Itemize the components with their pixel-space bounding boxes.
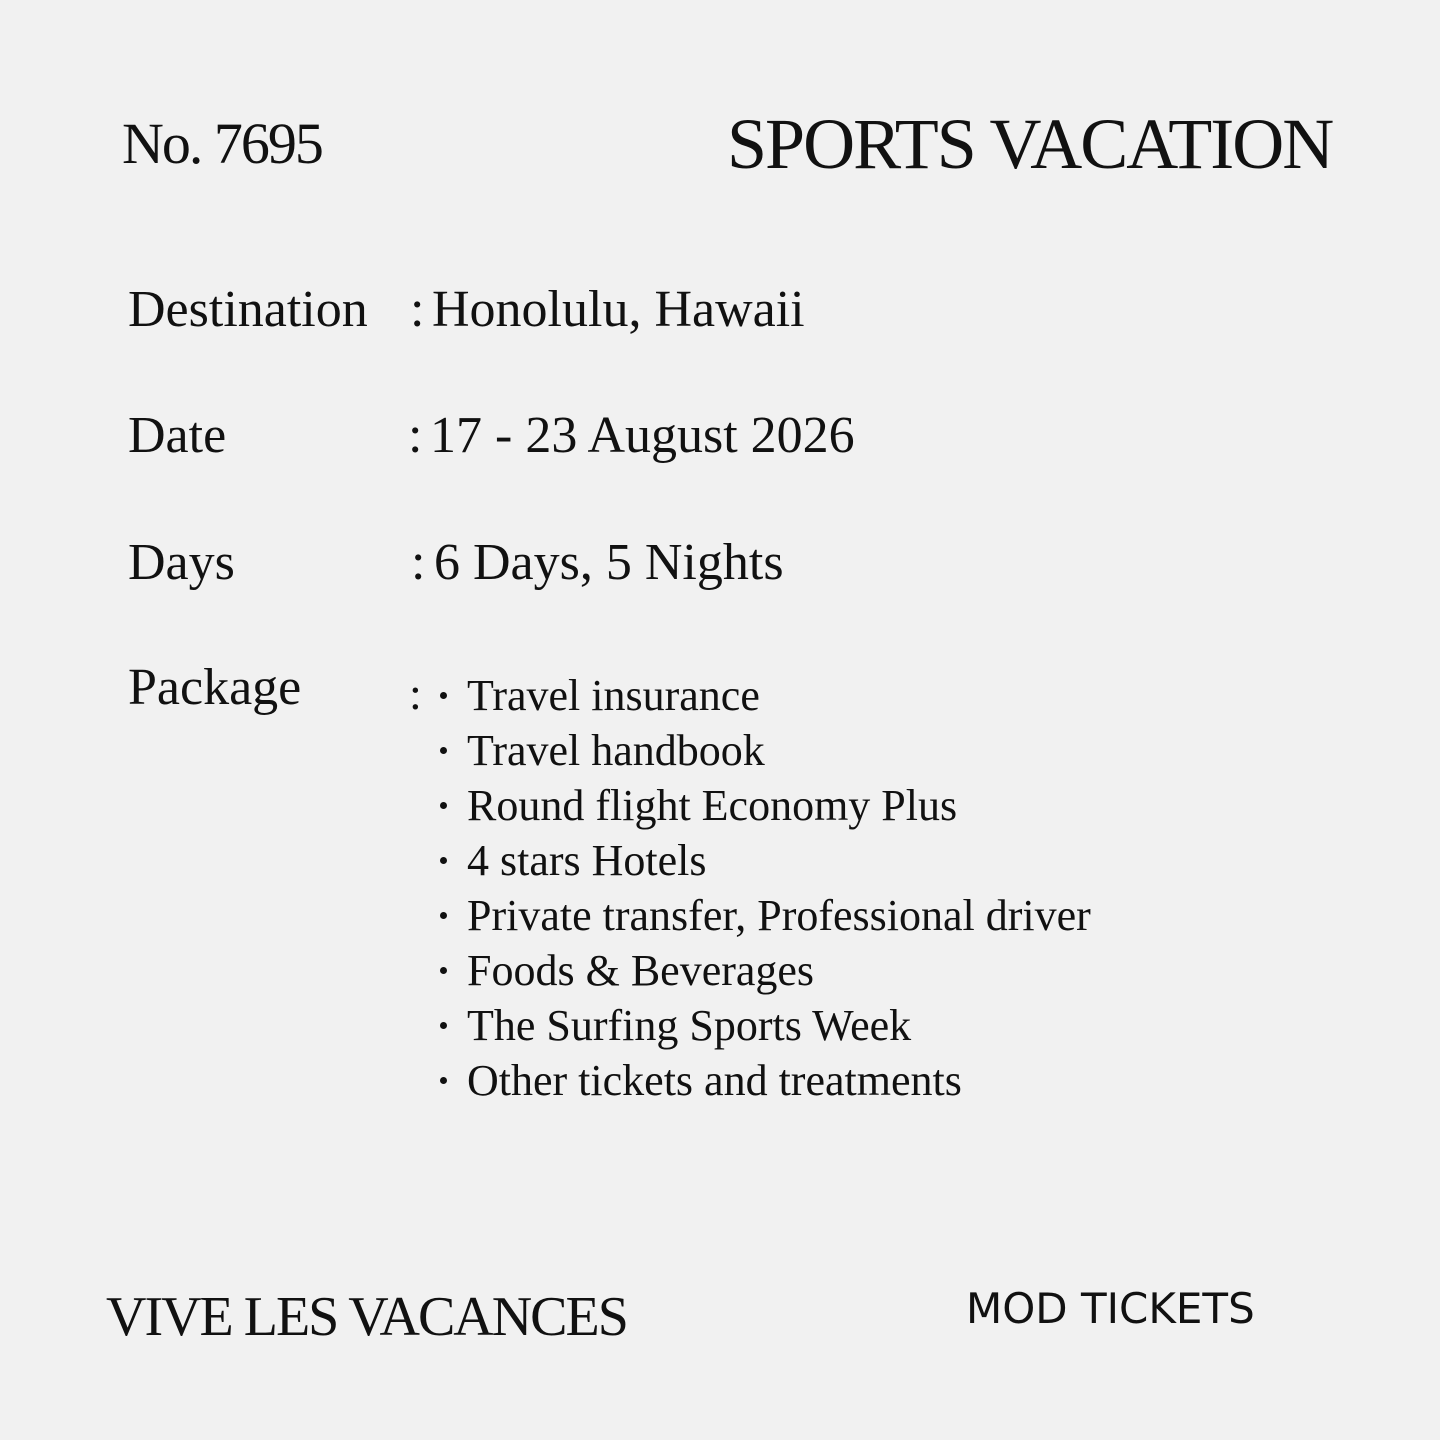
bullet-icon	[440, 1022, 447, 1029]
date-label: Date	[128, 407, 227, 464]
package-item	[440, 998, 1091, 1053]
date-separator: :	[408, 407, 423, 464]
bullet-icon	[440, 857, 447, 864]
ticket-title: SPORTS VACATION	[727, 104, 1333, 184]
days-value: 6 Days, 5 Nights	[434, 534, 784, 591]
destination-value: Honolulu, Hawaii	[432, 281, 805, 338]
package-item-text: The Surfing Sports Week	[467, 1001, 912, 1050]
ticket-number: No. 7695	[122, 111, 322, 176]
package-separator: :	[409, 668, 422, 719]
bullet-icon	[440, 747, 447, 754]
package-item-text: Other tickets and treatments	[467, 1056, 962, 1105]
package-item	[440, 668, 1091, 723]
bullet-icon	[440, 967, 447, 974]
days-label: Days	[128, 534, 235, 591]
date-value: 17 - 23 August 2026	[430, 407, 855, 464]
footer-tagline: VIVE LES VACANCES	[106, 1286, 627, 1348]
package-item	[440, 943, 1091, 998]
bullet-icon	[440, 692, 447, 699]
bullet-icon	[440, 802, 447, 809]
package-item-text: Travel handbook	[467, 726, 765, 775]
package-item	[440, 888, 1091, 943]
package-item-text: 4 stars Hotels	[467, 836, 707, 885]
package-item-text: Travel insurance	[467, 671, 760, 720]
package-item-text: Round flight Economy Plus	[467, 781, 958, 830]
bullet-icon	[440, 912, 447, 919]
package-item-text: Private transfer, Professional driver	[467, 891, 1091, 940]
footer-brand: MOD TICKETS	[966, 1284, 1255, 1333]
package-item	[440, 1053, 1091, 1108]
package-item	[440, 778, 1091, 833]
package-item	[440, 833, 1091, 888]
package-label: Package	[128, 659, 302, 716]
destination-label: Destination	[128, 281, 368, 338]
days-separator: :	[411, 534, 426, 591]
destination-separator: :	[410, 281, 425, 338]
package-item	[440, 723, 1091, 778]
package-list	[440, 668, 1091, 1108]
package-item-text: Foods & Beverages	[467, 946, 815, 995]
bullet-icon	[440, 1077, 447, 1084]
